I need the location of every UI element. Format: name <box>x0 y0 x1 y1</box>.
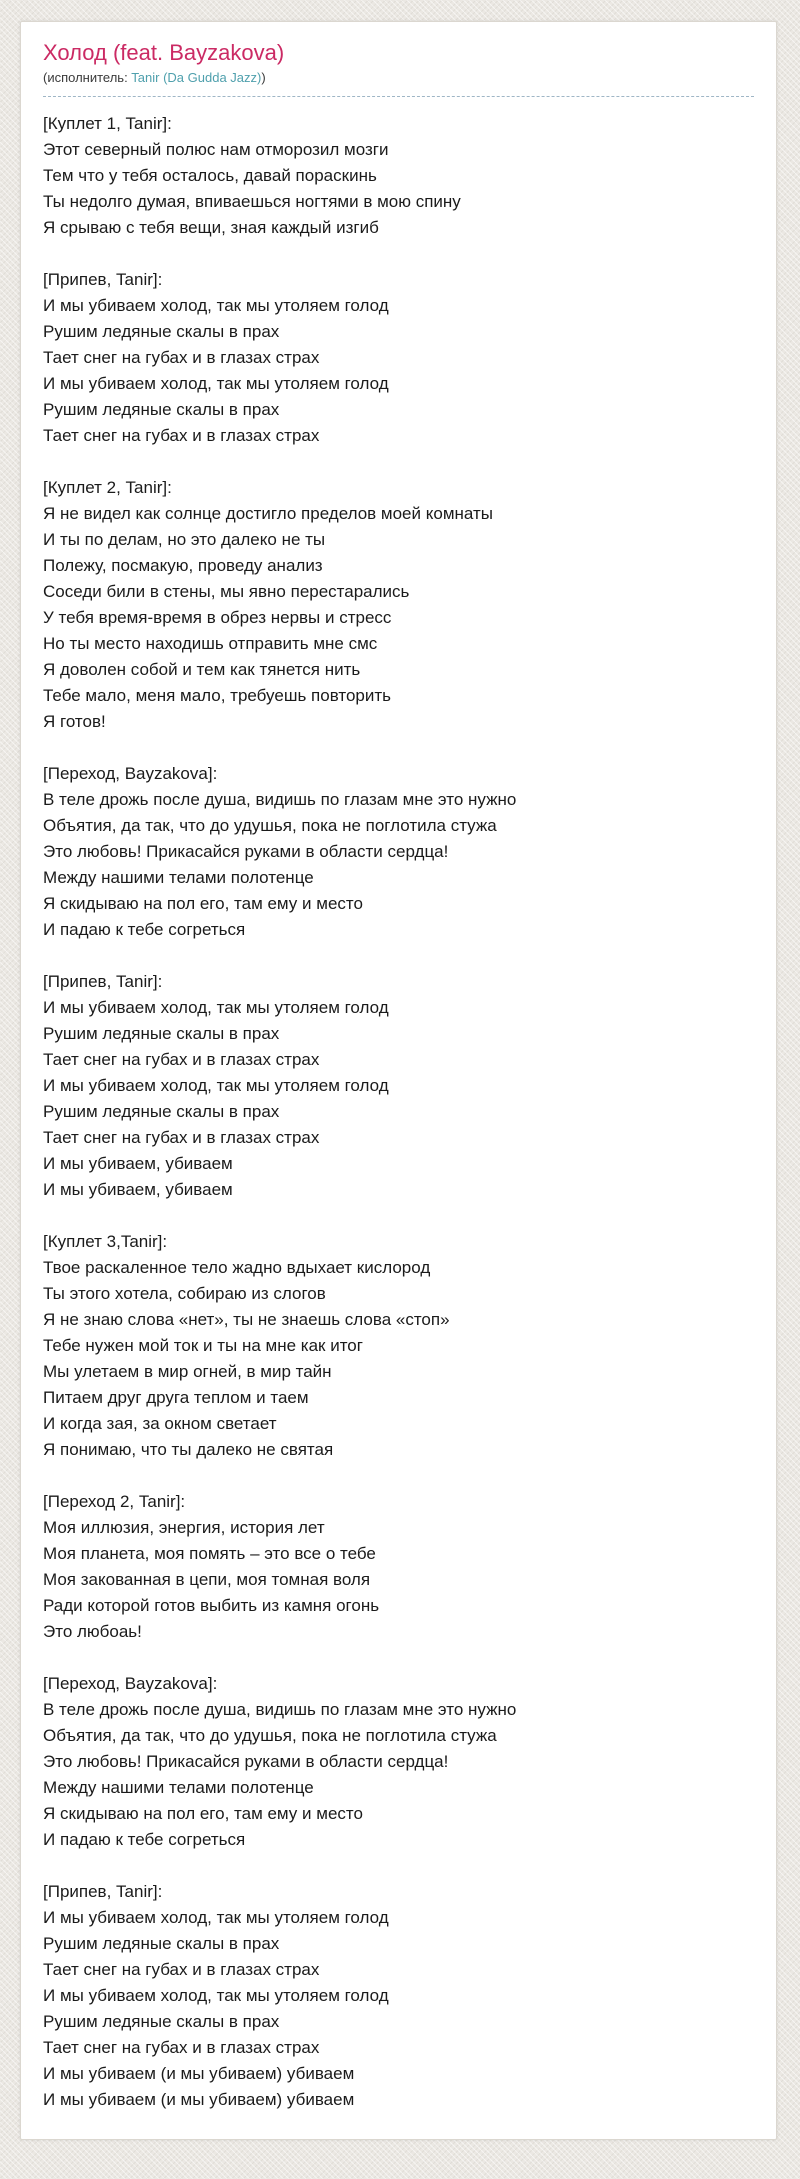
lyric-line: В теле дрожь после душа, видишь по глазам мне это нужно <box>43 790 517 809</box>
lyric-line: Я скидываю на пол его, там ему и место <box>43 1804 363 1823</box>
page-background <box>0 21 800 2179</box>
lyrics-section <box>43 267 754 449</box>
song-title: Холод (feat. Bayzakova) <box>43 40 285 65</box>
lyrics-section <box>43 111 754 241</box>
lyric-line: Полежу, посмакую, проведу анализ <box>43 556 323 575</box>
lyric-line: И мы убиваем (и мы убиваем) убиваем <box>43 2064 355 2083</box>
section-label: [Куплет 2, Tanir]: <box>43 478 172 497</box>
lyric-line: Твое раскаленное тело жадно вдыхает кислород <box>43 1258 431 1277</box>
lyric-line: И когда зая, за окном светает <box>43 1414 277 1433</box>
lyric-line: Я не видел как солнце достигло пределов моей комнаты <box>43 504 493 523</box>
lyric-line: Моя планета, моя помять – это все о тебе <box>43 1544 376 1563</box>
artist-line <box>43 69 754 87</box>
artist-link[interactable]: Tanir (Da Gudda Jazz) <box>131 70 262 85</box>
lyric-line: Я не знаю слова «нет», ты не знаешь слова «стоп» <box>43 1310 450 1329</box>
section-label: [Припев, Tanir]: <box>43 1882 163 1901</box>
section-label: [Припев, Tanir]: <box>43 270 163 289</box>
lyric-line: Между нашими телами полотенце <box>43 868 314 887</box>
lyric-line: И ты по делам, но это далеко не ты <box>43 530 326 549</box>
lyric-line: Рушим ледяные скалы в прах <box>43 400 280 419</box>
lyric-line: Тает снег на губах и в глазах страх <box>43 426 320 445</box>
lyric-line: Но ты место находишь отправить мне смс <box>43 634 378 653</box>
lyric-line: Объятия, да так, что до удушья, пока не поглотила стужа <box>43 816 497 835</box>
song-header <box>43 40 754 97</box>
lyric-line: И мы убиваем холод, так мы утоляем голод <box>43 1986 389 2005</box>
lyrics-card <box>20 21 777 2140</box>
lyric-line: У тебя время-время в обрез нервы и стресс <box>43 608 392 627</box>
lyrics-section <box>43 761 754 943</box>
lyric-line: Рушим ледяные скалы в прах <box>43 2012 280 2031</box>
lyric-line: Я готов! <box>43 712 106 731</box>
lyric-line: И падаю к тебе согреться <box>43 1830 246 1849</box>
lyric-line: Я срываю с тебя вещи, зная каждый изгиб <box>43 218 379 237</box>
lyric-line: Тает снег на губах и в глазах страх <box>43 1128 320 1147</box>
section-label: [Припев, Tanir]: <box>43 972 163 991</box>
dashed-divider <box>43 96 754 97</box>
lyrics-section <box>43 1879 754 2113</box>
lyric-line: Это любовь! Прикасайся руками в области сердца! <box>43 1752 449 1771</box>
lyric-line: Тает снег на губах и в глазах страх <box>43 1050 320 1069</box>
lyric-line: Тебе мало, меня мало, требуешь повторить <box>43 686 391 705</box>
lyric-line: Я доволен собой и тем как тянется нить <box>43 660 361 679</box>
lyric-line: И мы убиваем холод, так мы утоляем голод <box>43 1076 389 1095</box>
lyric-line: Это любоаь! <box>43 1622 142 1641</box>
lyric-line: Ты этого хотела, собираю из слогов <box>43 1284 326 1303</box>
lyric-line: Ради которой готов выбить из камня огонь <box>43 1596 380 1615</box>
section-label: [Куплет 1, Tanir]: <box>43 114 172 133</box>
lyric-line: И мы убиваем холод, так мы утоляем голод <box>43 998 389 1017</box>
section-label: [Переход, Bayzakova]: <box>43 1674 218 1693</box>
lyrics-section <box>43 1489 754 1645</box>
lyric-line: И мы убиваем, убиваем <box>43 1154 233 1173</box>
lyric-line: Тебе нужен мой ток и ты на мне как итог <box>43 1336 363 1355</box>
lyrics-section <box>43 1229 754 1463</box>
lyric-line: Тает снег на губах и в глазах страх <box>43 348 320 367</box>
lyric-line: Тает снег на губах и в глазах страх <box>43 2038 320 2057</box>
lyric-line: Это любовь! Прикасайся руками в области сердца! <box>43 842 449 861</box>
lyric-line: И мы убиваем холод, так мы утоляем голод <box>43 296 389 315</box>
lyric-line: И мы убиваем, убиваем <box>43 1180 233 1199</box>
section-label: [Куплет 3,Tanir]: <box>43 1232 168 1251</box>
lyric-line: И падаю к тебе согреться <box>43 920 246 939</box>
lyric-line: И мы убиваем холод, так мы утоляем голод <box>43 374 389 393</box>
lyric-line: Рушим ледяные скалы в прах <box>43 1024 280 1043</box>
lyric-line: Этот северный полюс нам отморозил мозги <box>43 140 389 159</box>
lyrics <box>43 111 754 2113</box>
lyric-line: Рушим ледяные скалы в прах <box>43 322 280 341</box>
lyric-line: Мы улетаем в мир огней, в мир тайн <box>43 1362 332 1381</box>
lyric-line: И мы убиваем (и мы убиваем) убиваем <box>43 2090 355 2109</box>
lyric-line: Я понимаю, что ты далеко не святая <box>43 1440 334 1459</box>
lyric-line: Моя иллюзия, энергия, история лет <box>43 1518 325 1537</box>
lyric-line: И мы убиваем холод, так мы утоляем голод <box>43 1908 389 1927</box>
artist-label: (исполнитель: <box>43 70 132 85</box>
lyric-line: Рушим ледяные скалы в прах <box>43 1934 280 1953</box>
section-label: [Переход 2, Tanir]: <box>43 1492 186 1511</box>
lyric-line: Рушим ледяные скалы в прах <box>43 1102 280 1121</box>
lyrics-section <box>43 1671 754 1853</box>
lyric-line: Между нашими телами полотенце <box>43 1778 314 1797</box>
lyric-line: Объятия, да так, что до удушья, пока не поглотила стужа <box>43 1726 497 1745</box>
lyric-line: Соседи били в стены, мы явно перестарались <box>43 582 410 601</box>
lyric-line: Тает снег на губах и в глазах страх <box>43 1960 320 1979</box>
lyric-line: Тем что у тебя осталось, давай пораскинь <box>43 166 377 185</box>
lyric-line: Ты недолго думая, впиваешься ногтями в мою спину <box>43 192 461 211</box>
lyrics-section <box>43 475 754 735</box>
lyrics-section <box>43 969 754 1203</box>
section-label: [Переход, Bayzakova]: <box>43 764 218 783</box>
artist-line-suffix: ) <box>261 70 266 85</box>
lyric-line: В теле дрожь после душа, видишь по глазам мне это нужно <box>43 1700 517 1719</box>
lyric-line: Моя закованная в цепи, моя томная воля <box>43 1570 371 1589</box>
lyric-line: Я скидываю на пол его, там ему и место <box>43 894 363 913</box>
lyric-line: Питаем друг друга теплом и таем <box>43 1388 309 1407</box>
